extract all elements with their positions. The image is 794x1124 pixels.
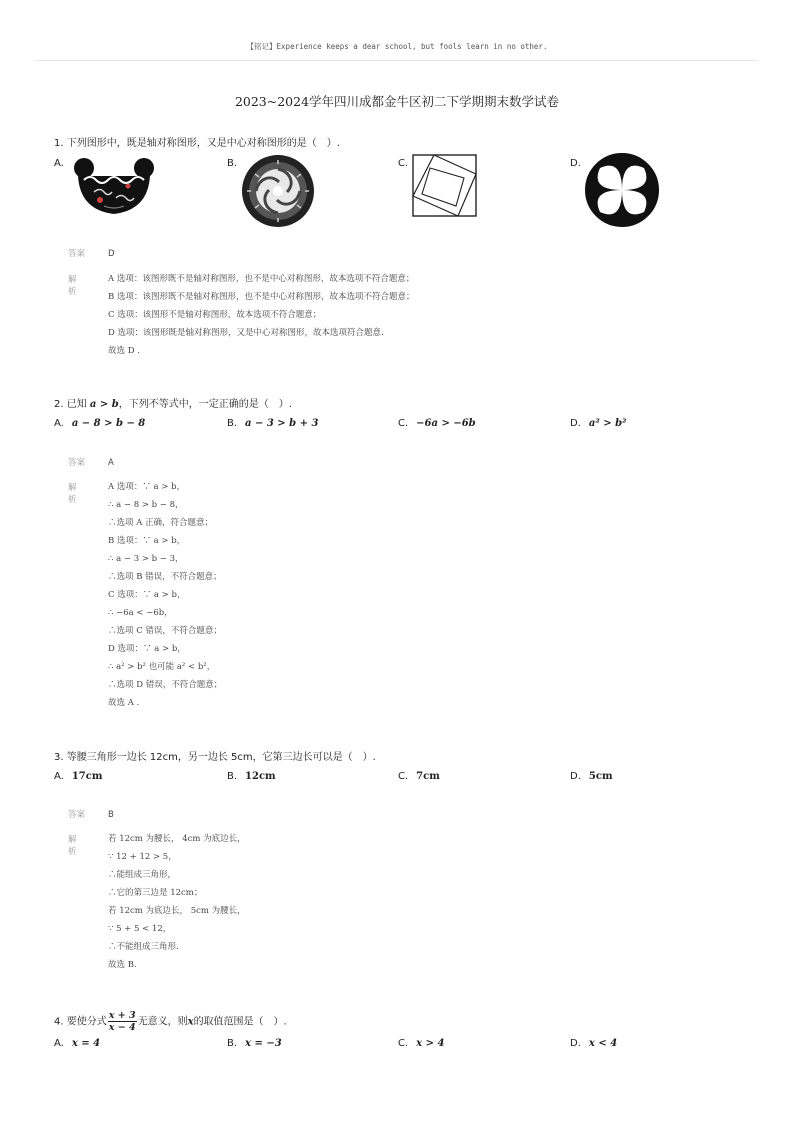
q2-option-b[interactable] [227,418,318,429]
question-3 [54,750,754,787]
question-1 [54,136,754,152]
question-2-stem [54,397,754,413]
q4-option-d-expr: x < 4 [588,1038,618,1049]
q4-option-c[interactable] [398,1038,444,1049]
q4-option-b[interactable] [227,1038,282,1049]
q4-option-c-letter: C. [398,1038,409,1049]
question-1-stem: 1. 下列图形中，既是轴对称图形，又是中心对称图形的是（ ）. [54,138,340,149]
q4-options [54,1038,754,1054]
q2-explanation-line: A 选项：∵ a > b， [108,482,186,492]
q2-explanation-line: B 选项：∵ a > b， [108,536,186,546]
header-divider [36,60,758,61]
q2-explanation-line: ∴ a − 3 > b − 3， [108,554,184,564]
q2-stem-pre: 2. 已知 [54,399,87,410]
q1-option-d-label: D. [570,158,581,169]
q2-answer-value: A [108,458,114,468]
q2-option-a-expr: a − 8 > b − 8 [71,418,146,429]
q3-option-c[interactable] [398,771,440,782]
page-title: 2023~2024学年四川成都金牛区初二下学期期末数学试卷 [234,94,560,109]
q2-answer [68,456,114,468]
question-3-stem: 3. 等腰三角形一边长 12cm，另一边长 5cm，它第三边长可以是（ ）. [54,752,376,763]
q3-explanation-line: ∵ 12 + 12 > 5， [108,852,177,862]
q3-option-d-expr: 5cm [588,771,613,782]
q2-option-c[interactable] [398,418,476,429]
q3-explanation-line: ∴它的第三边是 12cm； [108,888,203,898]
q3-option-a-letter: A. [54,771,64,782]
q1-explanation-line: A 选项：该图形既不是轴对称图形，也不是中心对称图形，故本选项不符合题意； [108,274,415,284]
header-motto: 【铭记】Experience keeps a dear school, but fools learn in no other. [246,42,548,51]
q2-explanation-line: ∴ a − 8 > b − 8， [108,500,184,510]
q2-stem-post: ，下列不等式中，一定正确的是（ ）. [118,399,292,410]
q1-explanation-line: 故选 D . [108,346,140,356]
q1-explanation-line: C 选项：该图形不是轴对称图形，故本选项不符合题意； [108,310,322,320]
q3-explanation-line: 故选 B. [108,960,137,970]
q4-option-b-letter: B. [227,1038,238,1049]
q1-answer-value: D [108,249,115,259]
q1-figure-c-square [412,154,478,218]
q2-explanation-line: ∴ −6a < −6b， [108,608,173,618]
q3-answer [68,808,114,820]
q1-option-a-label: A. [54,158,64,169]
q4-option-a[interactable] [54,1038,100,1049]
q1-figure-d-petals [584,152,660,228]
q3-option-b[interactable] [227,771,276,782]
q3-option-c-expr: 7cm [416,771,440,782]
q4-fraction-denominator: x − 4 [108,1022,136,1033]
q4-fraction-numerator: x + 3 [108,1010,136,1021]
q1-explanation-line: B 选项：该图形既不是轴对称图形，也不是中心对称图形，故本选项不符合题意； [108,292,415,302]
q2-option-c-expr: −6a > −6b [416,418,476,429]
q3-option-a-expr: 17cm [71,771,103,782]
q4-stem-pre: 4. 要使分式 [54,1016,107,1028]
q4-stem-mid: 无意义，则 [137,1016,188,1028]
q1-explanation-line: D 选项：该图形既是轴对称图形，又是中心对称图形，故本选项符合题意. [108,328,384,338]
q1-figure-a-pattern [70,154,158,220]
q2-stem-condition: a > b [89,399,119,410]
q4-option-d-letter: D. [570,1038,581,1049]
q4-option-b-expr: x = −3 [245,1038,282,1049]
q2-option-a[interactable] [54,418,145,429]
q4-stem-variable: x [187,1016,194,1028]
q3-option-b-expr: 12cm [245,771,276,782]
q3-answer-value: B [108,810,114,820]
q2-explanation-line: ∴选项 D 错误，不符合题意； [108,680,223,690]
q3-explanation-line: ∴能组成三角形， [108,870,177,880]
q3-option-c-letter: C. [398,771,409,782]
q2-options [54,418,754,434]
q3-option-d-letter: D. [570,771,581,782]
q1-option-c-label: C. [398,158,409,169]
q2-option-a-letter: A. [54,418,64,429]
question-4-stem [54,1010,754,1034]
q1-answer [68,247,115,259]
q2-explanation-line: D 选项：∵ a > b， [108,644,186,654]
q2-option-d-letter: D. [570,418,581,429]
question-4 [54,1010,754,1054]
q2-answer-tag: 答案 [68,458,86,468]
q3-explanation-tag: 解析 [68,835,77,857]
q4-option-a-letter: A. [54,1038,64,1049]
q3-option-b-letter: B. [227,771,238,782]
q2-explanation-line: ∴选项 A 正确，符合题意； [108,518,214,528]
q2-explanation-line: ∴选项 B 错误，不符合题意； [108,572,222,582]
q3-answer-tag: 答案 [68,810,86,820]
q2-explanation-line: ∴选项 C 错误，不符合题意； [108,626,222,636]
q2-option-b-expr: a − 3 > b + 3 [245,418,319,429]
q2-explanation-tag: 解析 [68,483,77,505]
question-2 [54,397,754,434]
q3-option-d[interactable] [570,771,613,782]
q1-option-b-label: B. [227,158,238,169]
q2-explanation-line: C 选项：∵ a > b， [108,590,186,600]
q2-option-c-letter: C. [398,418,409,429]
q3-explanation-line: 若 12cm 为腰长， 4cm 为底边长， [108,834,246,844]
q1-answer-tag: 答案 [68,249,86,259]
q3-option-a[interactable] [54,771,102,782]
q4-option-a-expr: x = 4 [71,1038,101,1049]
q3-explanation-line: ∴不能组成三角形. [108,942,179,952]
q1-figure-b-swirl [241,154,315,228]
q3-explanation-line: 若 12cm 为底边长， 5cm 为腰长， [108,906,246,916]
q3-options [54,771,754,787]
q4-stem-post: 的取值范围是（ ）. [193,1016,287,1028]
q1-explanation-tag: 解析 [68,275,77,297]
q2-option-d-expr: a² > b² [588,418,627,429]
q4-option-d[interactable] [570,1038,617,1049]
q2-explanation-line: ∴ a² > b² 也可能 a² < b²， [108,662,216,672]
q2-option-d[interactable] [570,418,626,429]
q2-explanation-line: 故选 A . [108,698,140,708]
q3-explanation-line: ∵ 5 + 5 < 12， [108,924,172,934]
q4-fraction [108,1010,137,1033]
q4-option-c-expr: x > 4 [416,1038,445,1049]
q2-option-b-letter: B. [227,418,238,429]
